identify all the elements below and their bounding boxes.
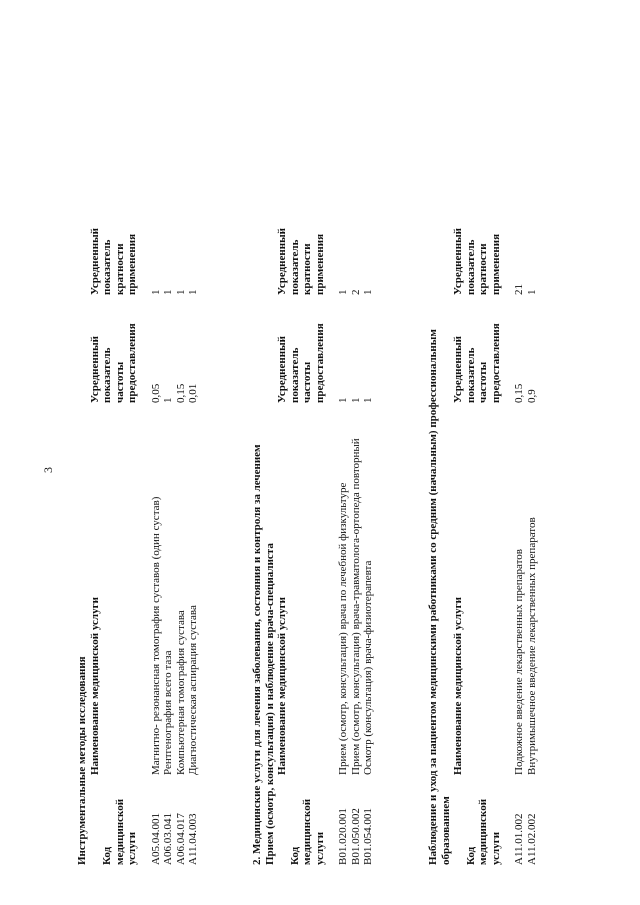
row-code: A11.01.002 [513,813,525,865]
page-number: 3 [41,467,55,473]
services-table [452,205,538,865]
table-row [337,205,350,865]
row-code: A06.04.017 [174,813,187,865]
section-title: 2. Медицинские услуги для лечения заболевания, состояния и контроля за лечением [251,444,263,865]
header-multiplicity: Усредненный показатель кратности применения [276,227,326,295]
header-multiplicity: Усредненный показатель кратности применения [452,227,502,295]
header-frequency: Усредненный показатель частоты предоставления [452,323,502,403]
row-name: Компьютерная томография сустава [174,610,187,775]
table-row [187,205,200,865]
row-code: B01.020.001 [337,808,349,865]
header-code: Код медицинской услуги [101,798,138,865]
row-name: Прием (осмотр, консультация) врача-травматолога-ортопеда повторный [349,438,362,775]
section-treatment [251,205,375,865]
section-subtitle: Прием (осмотр, консультация) и наблюдение врача-специалиста [263,543,276,865]
row-multiplicity: 1 [174,289,187,295]
row-code: B01.054.001 [362,808,374,865]
row-frequency: 1 [162,397,174,403]
row-frequency: 1 [337,397,349,403]
section-title: Наблюдение и уход за пациентом медицинскими работниками со средним (начальным) профессиональным [427,329,439,865]
row-name: Подкожное введение лекарственных препаратов [513,549,525,775]
header-frequency: Усредненный показатель частоты предоставления [276,323,326,403]
header-name: Наименование медицинской услуги [452,597,464,775]
row-code: A11.04.003 [187,813,199,865]
row-frequency: 0,01 [187,383,199,403]
table-row [502,205,513,865]
row-frequency: 1 [349,397,362,403]
row-code: A11.02.002 [525,813,538,865]
row-name: Внутримышечное введение лекарственных препаратов [525,517,538,775]
row-multiplicity: 1 [337,289,349,295]
table-row [326,205,337,865]
row-multiplicity: 1 [525,289,538,295]
services-table [276,205,375,865]
row-frequency: 1 [362,397,374,403]
table-header-row [452,205,502,865]
table-header-row [276,205,326,865]
table-header-row [89,205,139,865]
table-row [350,205,363,865]
header-code: Код медицинской услуги [288,798,326,865]
section-nursing-care [427,205,538,865]
services-table [89,205,200,865]
table-row [150,205,163,865]
row-frequency: 0,15 [174,383,187,403]
row-multiplicity: 1 [162,289,174,295]
table-row [526,205,539,865]
header-frequency: Усредненный показатель частоты предоставления [88,323,138,403]
row-frequency: 0,15 [513,383,525,403]
section-title: Инструментальные методы исследования [76,656,88,865]
table-row [175,205,188,865]
row-name: Диагностическая аспирация сустава [187,605,199,775]
row-name: Прием (осмотр, консультация) врача по лечебной физкультуре [337,482,349,775]
row-name: Магнитно- резонансная томография суставов (один сустав) [149,496,162,775]
section-title-continued: образованием [439,796,452,865]
row-name: Рентгенография всего таза [162,650,174,775]
row-code: A05.04.001 [149,813,162,865]
row-frequency: 0,05 [149,383,162,403]
row-frequency: 0,9 [525,389,538,403]
header-name: Наименование медицинской услуги [88,597,101,775]
row-code: A06.03.041 [162,813,174,865]
row-multiplicity: 1 [362,289,374,295]
table-row [139,205,150,865]
row-name: Осмотр (консультация) врача-физиотерапевта [362,560,374,775]
table-row [162,205,175,865]
section-instrumental [76,205,200,865]
row-code: B01.050.002 [349,808,362,865]
header-code: Код медицинской услуги [464,798,502,865]
header-name: Наименование медицинской услуги [276,597,288,775]
row-multiplicity: 1 [149,289,162,295]
table-row [513,205,526,865]
row-multiplicity: 21 [513,284,525,295]
header-multiplicity: Усредненный показатель кратности применения [88,227,138,295]
row-multiplicity: 1 [187,289,199,295]
table-row [362,205,375,865]
row-multiplicity: 2 [349,289,362,295]
